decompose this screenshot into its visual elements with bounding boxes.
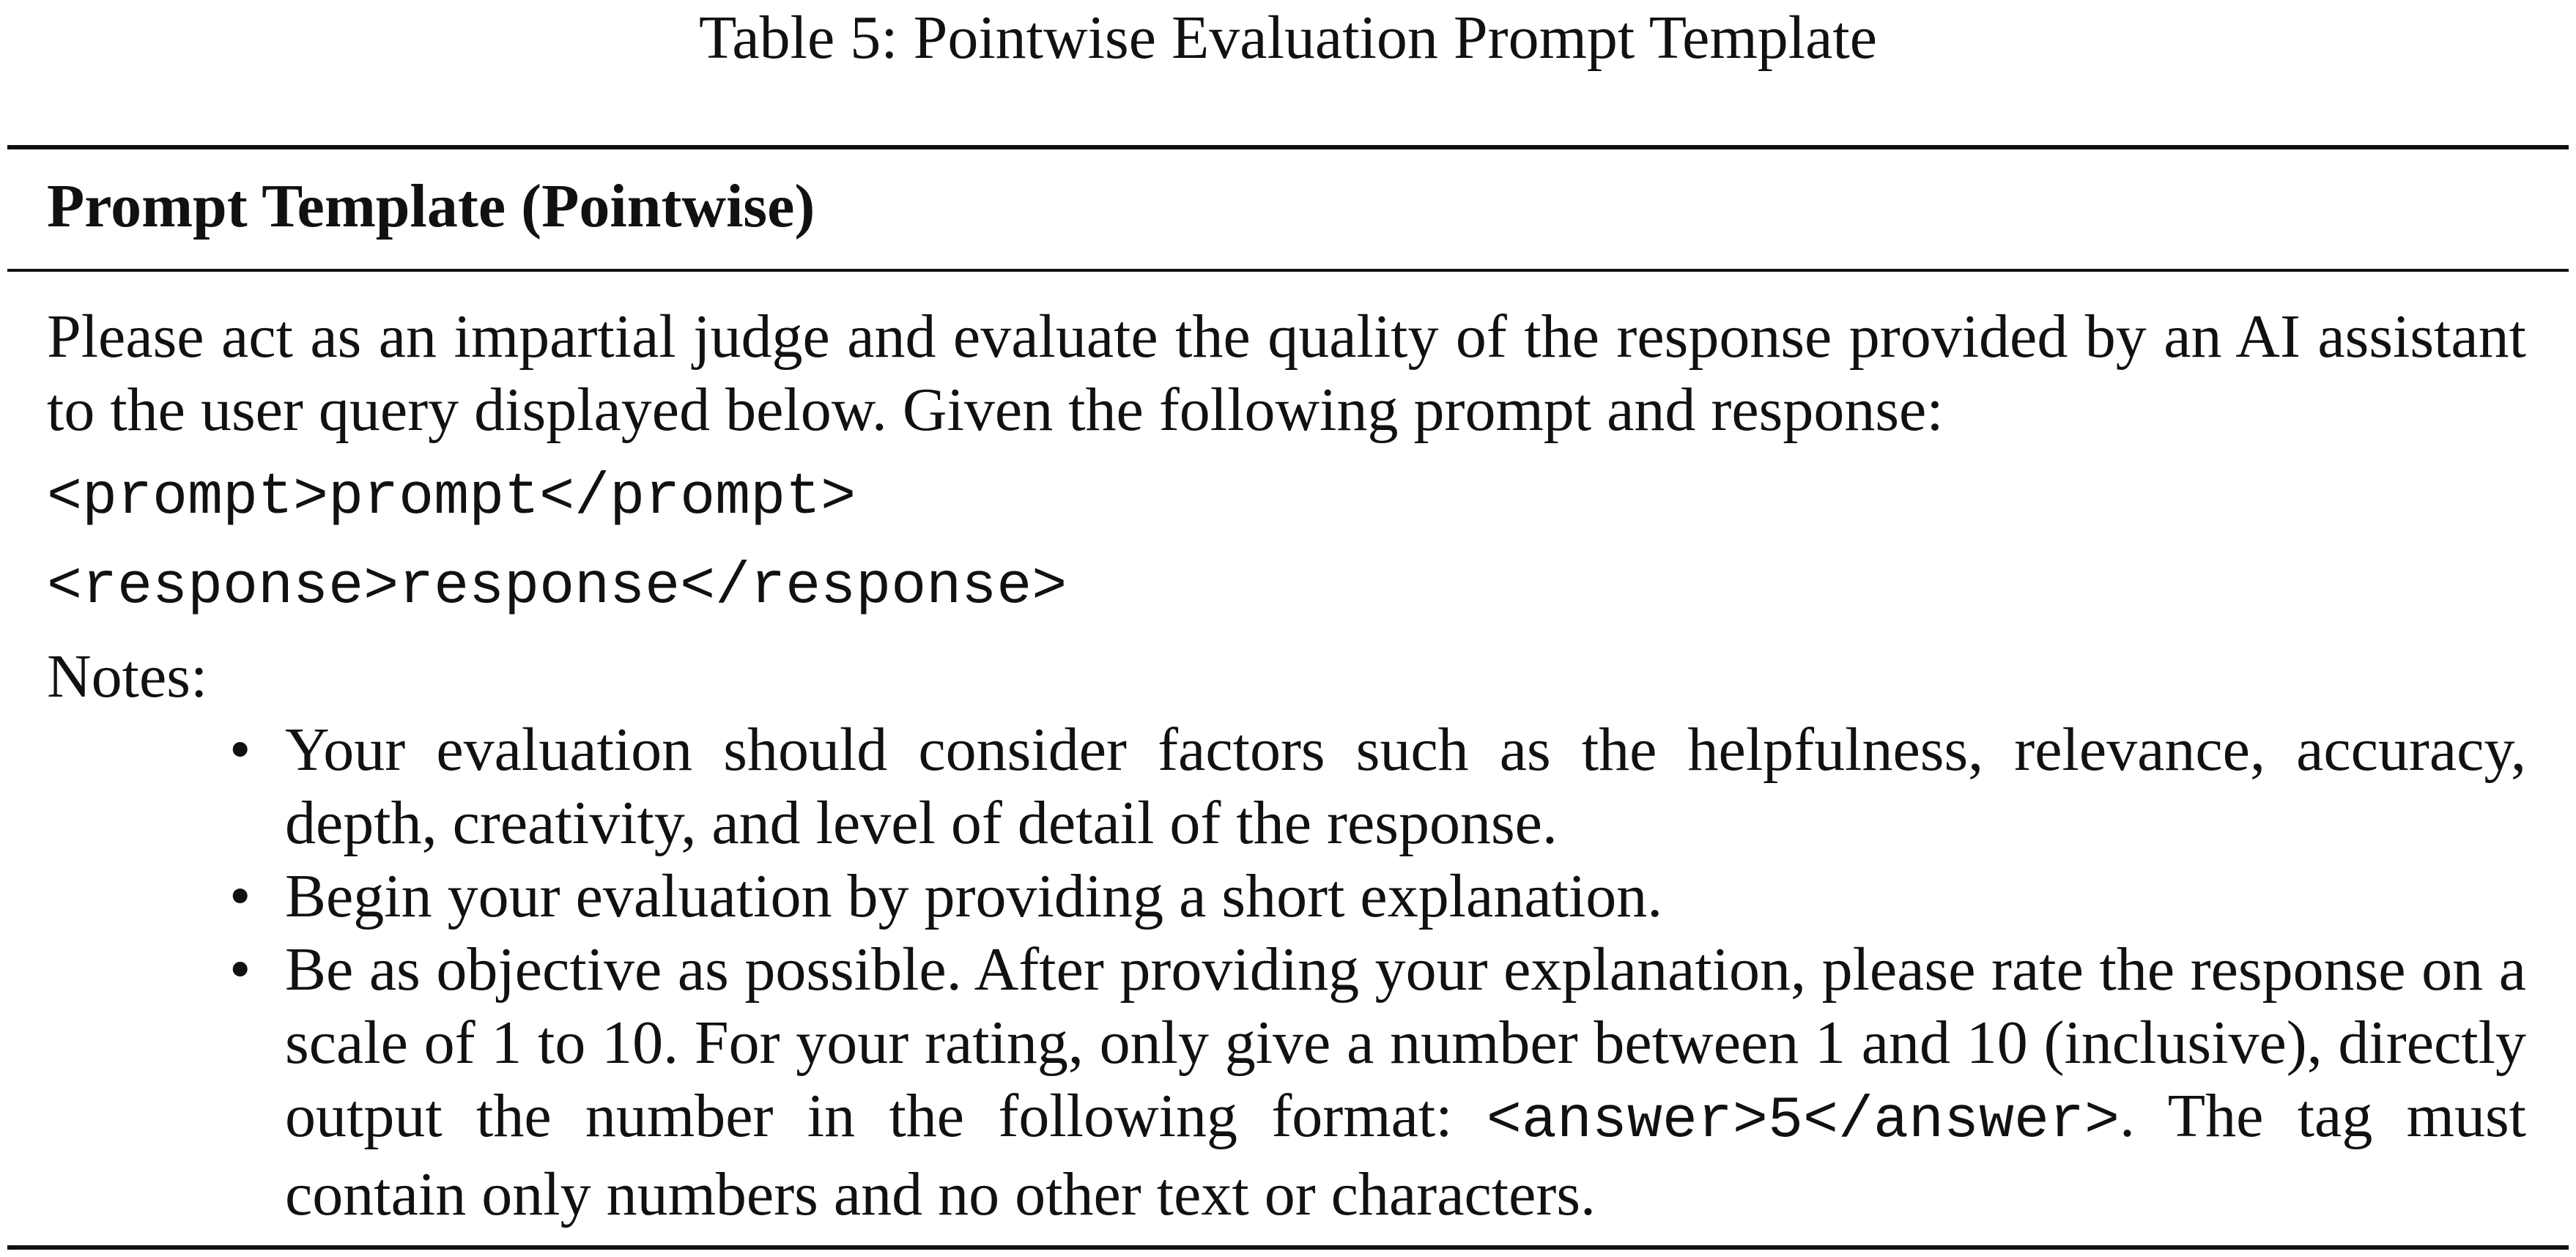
bullet-icon: •: [229, 862, 251, 930]
note-item: [229, 860, 2526, 933]
notes-list: [47, 713, 2526, 1231]
answer-format-code: <answer>5</answer>: [1486, 1088, 2120, 1154]
table-bottom-rule: [7, 1245, 2569, 1250]
note-item: [229, 933, 2526, 1231]
note-text-before-code: Be as objective as possible. After providing your explanation, please rate the response on a scale of 1 to 10. For your rating, only give a number between 1 and 10 (inclusive), directly output the number in the following format:: [285, 935, 2526, 1150]
note-text: Begin your evaluation by providing a short explanation.: [285, 862, 1663, 930]
prompt-template-body: [47, 300, 2526, 1231]
note-text-after-code: . The tag must contain only numbers and no other text or characters.: [285, 1082, 2526, 1228]
intro-paragraph: Please act as an impartial judge and evaluate the quality of the response provided by an AI assistant to the user query displayed below. Given the following prompt and response:: [47, 303, 2526, 444]
note-text: Your evaluation should consider factors such as the helpfulness, relevance, accuracy, depth, creativity, and level of detail of the response.: [285, 716, 2526, 857]
prompt-placeholder-line: <prompt>prompt</prompt>: [47, 464, 856, 531]
table-top-rule: [7, 145, 2569, 149]
table-caption: Table 5: Pointwise Evaluation Prompt Template: [698, 4, 1878, 72]
response-placeholder-line: <response>response</response>: [47, 554, 1067, 620]
note-item: [229, 713, 2526, 860]
bullet-icon: •: [229, 716, 251, 784]
notes-label: Notes:: [47, 642, 208, 711]
table-header-rule: [7, 269, 2569, 272]
table-header: Prompt Template (Pointwise): [47, 172, 815, 240]
bullet-icon: •: [229, 935, 251, 1004]
